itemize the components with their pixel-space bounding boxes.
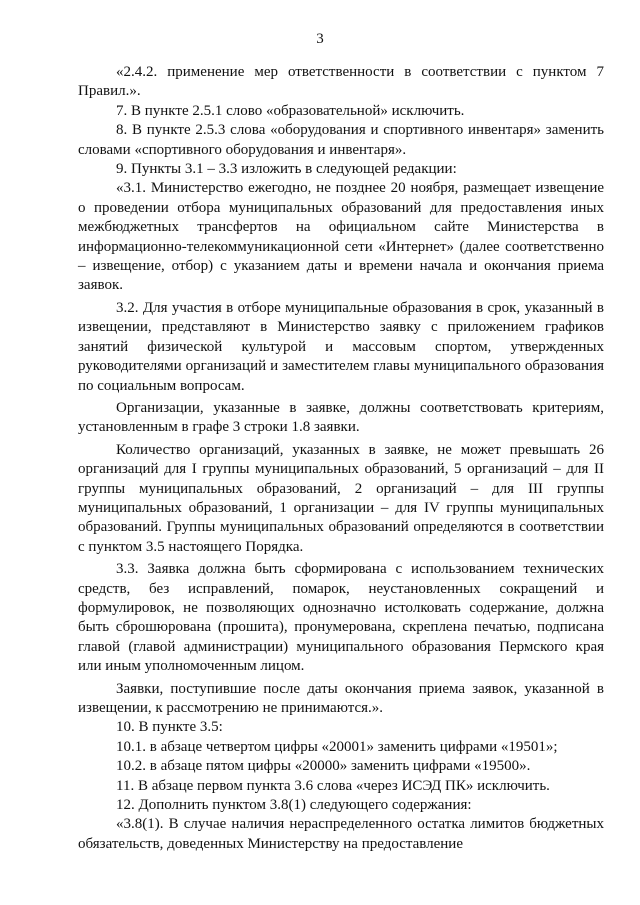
paragraph-organizations-count: Количество организаций, указанных в заявке, не может превышать 26 организаций для I группы муниципальных образований, 5 организаций – для II группы муниципальных образований, 2 организаций – для III группы муниципальных образований, 1 организации – для IV группы муниципальных образований. Группы муниципальных образований определяются в соответствии с пунктом 3.5 настоящего Порядка. bbox=[78, 441, 604, 555]
paragraph-item-10-2: 10.2. в абзаце пятом цифры «20000» заменить цифрами «19500». bbox=[116, 758, 531, 775]
paragraph-3-3: 3.3. Заявка должна быть сформирована с использованием технических средств, без исправлений, помарок, неустановленных сокращений и формулировок, не позволяющих однозначно истолковать содержание, должна быть сброшюрована (прошита), пронумерована, скреплена печатью, подписана главой (главой администрации) муниципального образования Пермского края или иным уполномоченным лицом. bbox=[78, 561, 604, 675]
paragraph-item-12: 12. Дополнить пунктом 3.8(1) следующего содержания: bbox=[116, 797, 472, 814]
paragraph-3-1: «3.1. Министерство ежегодно, не позднее 20 ноября, размещает извещение о проведении отбора муниципальных образований для предоставления иных межбюджетных трансфертов на официальном сайте Министерства в информационно-телекоммуникационной сети «Интернет» (далее соответственно – извещение, отбор) с указанием даты и времени начала и окончания приема заявок. bbox=[78, 180, 604, 294]
paragraph-item-7: 7. В пункте 2.5.1 слово «образовательной» исключить. bbox=[116, 102, 465, 119]
document-body bbox=[78, 63, 604, 854]
paragraph-3-8-1: «3.8(1). В случае наличия нераспределенного остатка лимитов бюджетных обязательств, доведенных Министерству на предоставление bbox=[78, 816, 604, 852]
paragraph-2-4-2: «2.4.2. применение мер ответственности в соответствии с пунктом 7 Правил.». bbox=[78, 64, 604, 100]
paragraph-item-10-1: 10.1. в абзаце четвертом цифры «20001» заменить цифрами «19501»; bbox=[116, 738, 558, 755]
paragraph-item-8: 8. В пункте 2.5.3 слова «оборудования и спортивного инвентаря» заменить словами «спортивного оборудования и инвентаря». bbox=[78, 122, 604, 158]
paragraph-organizations-criteria: Организации, указанные в заявке, должны соответствовать критериям, установленным в графе 3 строки 1.8 заявки. bbox=[78, 399, 604, 436]
page-number: 3 bbox=[316, 31, 324, 47]
paragraph-item-9: 9. Пункты 3.1 – 3.3 изложить в следующей редакции: bbox=[116, 161, 457, 178]
paragraph-3-2: 3.2. Для участия в отборе муниципальные образования в срок, указанный в извещении, представляют в Министерство заявку с приложением графиков занятий физической культурой и массовым спортом, утвержденных руководителями организаций и заместителем главы муниципального образования по социальным вопросам. bbox=[78, 299, 604, 394]
paragraph-item-11: 11. В абзаце первом пункта 3.6 слова «через ИСЭД ПК» исключить. bbox=[116, 777, 550, 794]
paragraph-item-10: 10. В пункте 3.5: bbox=[116, 719, 223, 736]
paragraph-late-applications: Заявки, поступившие после даты окончания приема заявок, указанной в извещении, к рассмотрению не принимаются.». bbox=[78, 680, 604, 716]
